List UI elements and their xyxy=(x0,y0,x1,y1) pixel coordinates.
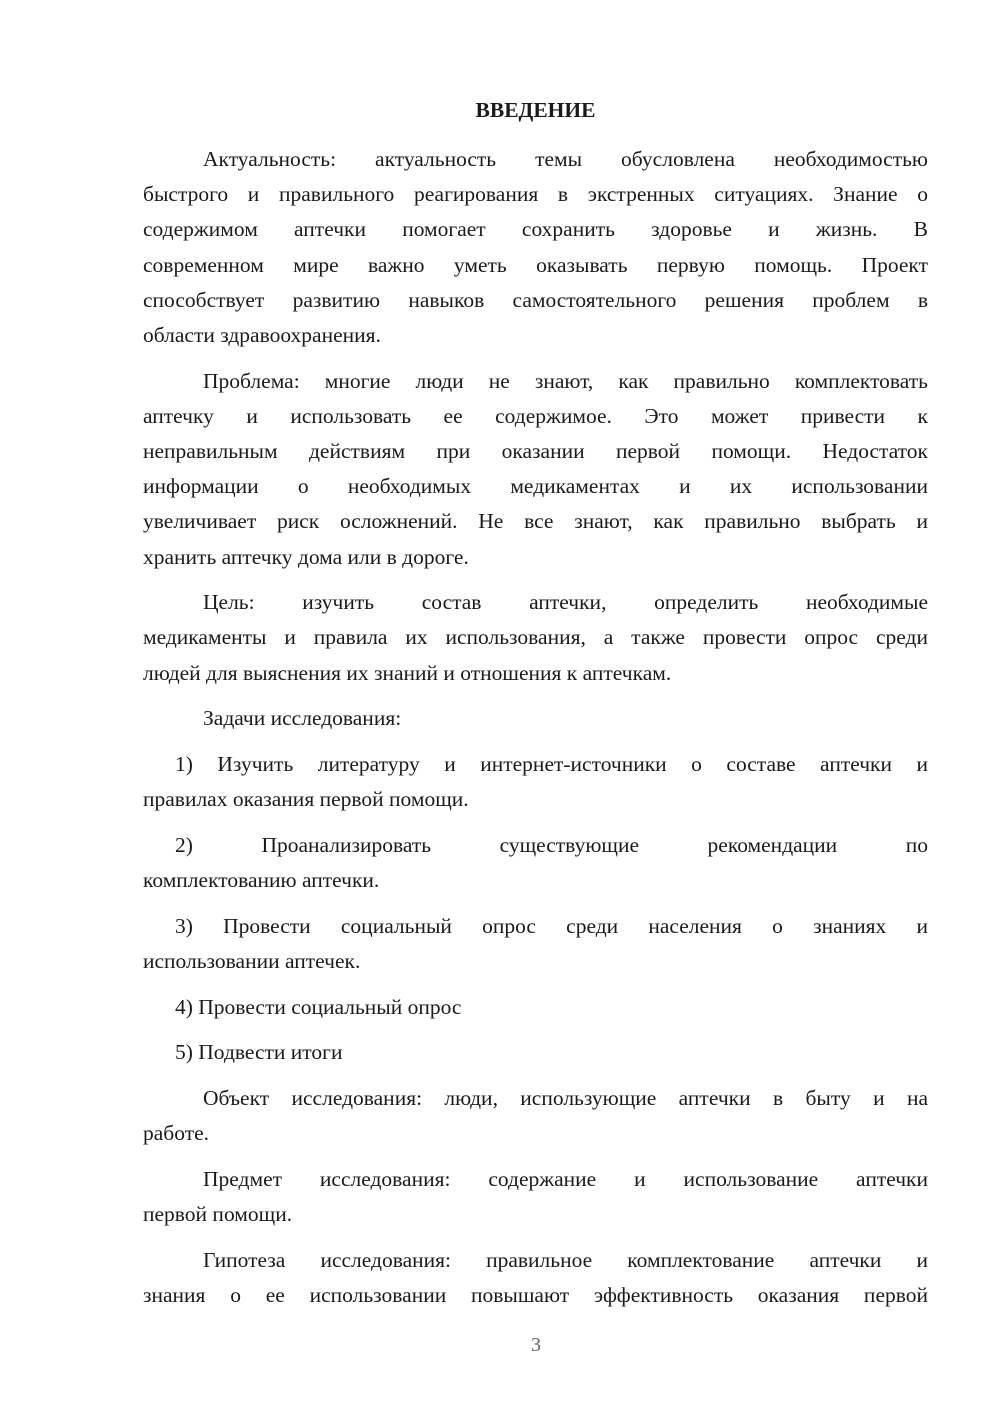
text-line: хранить аптечку дома или в дороге. xyxy=(143,544,469,569)
text-line: использовании аптечек. xyxy=(143,948,361,973)
paragraph xyxy=(143,364,928,575)
text-line: 5) Подвести итоги xyxy=(175,1040,343,1065)
text-line: Задачи исследования: xyxy=(203,706,402,731)
document-page xyxy=(143,92,928,1324)
paragraph xyxy=(143,1081,928,1151)
text-line: комплектованию аптечки. xyxy=(143,868,380,893)
text-line: области здравоохранения. xyxy=(143,322,381,347)
text-line: неправильным действиям при оказании первой помощи. Недостаток xyxy=(143,439,928,463)
text-line: Предмет исследования: содержание и использование аптечки xyxy=(203,1166,928,1191)
text-line: информации о необходимых медикаментах и их использовании xyxy=(143,474,928,499)
text-line: 4) Провести социальный опрос xyxy=(175,994,462,1019)
text-line: Гипотеза исследования: правильное комплектование аптечки и xyxy=(203,1247,928,1272)
paragraph xyxy=(143,701,928,736)
text-line: 1) Изучить литературу и интернет-источники о составе аптечки и xyxy=(175,752,928,776)
paragraph xyxy=(143,1162,928,1232)
text-line: аптечку и использовать ее содержимое. Это может привести к xyxy=(143,403,928,428)
list-item xyxy=(143,828,928,898)
text-line: работе. xyxy=(143,1121,210,1146)
section-title: ВВЕДЕНИЕ xyxy=(475,98,596,122)
text-line: Проблема: многие люди не знают, как правильно комплектовать xyxy=(203,368,928,393)
page-number: 3 xyxy=(531,1334,541,1356)
text-line: 2) Проанализировать существующие рекомендации по xyxy=(175,832,928,857)
text-line: 3) Провести социальный опрос среди населения о знаниях и xyxy=(175,913,928,938)
text-line: первой помощи. xyxy=(143,1202,293,1227)
text-line: современном мире важно уметь оказывать первую помощь. Проект xyxy=(143,252,928,277)
paragraph xyxy=(143,1243,928,1313)
text-line: людей для выяснения их знаний и отношения к аптечкам. xyxy=(143,660,672,685)
list-item xyxy=(143,747,928,817)
text-line: знания о ее использовании повышают эффективность оказания первой xyxy=(143,1282,928,1307)
text-line: медикаменты и правила их использования, а также провести опрос среди xyxy=(143,625,928,650)
document-body xyxy=(143,142,928,1313)
text-line: Цель: изучить состав аптечки, определить необходимые xyxy=(203,590,928,615)
text-line: способствует развитию навыков самостоятельного решения проблем в xyxy=(143,287,928,312)
text-line: Актуальность: актуальность темы обусловлена необходимостью xyxy=(203,147,928,171)
text-line: быстрого и правильного реагирования в экстренных ситуациях. Знание о xyxy=(143,182,928,207)
text-line: увеличивает риск осложнений. Не все знают, как правильно выбрать и xyxy=(143,509,928,534)
list-item xyxy=(143,1035,928,1070)
paragraph xyxy=(143,142,928,353)
text-line: Объект исследования: люди, использующие аптечки в быту и на xyxy=(203,1086,928,1110)
list-item xyxy=(143,990,928,1025)
text-line: содержимом аптечки помогает сохранить здоровье и жизнь. В xyxy=(143,217,928,242)
list-item xyxy=(143,909,928,979)
paragraph xyxy=(143,585,928,691)
text-line: правилах оказания первой помощи. xyxy=(143,787,469,812)
